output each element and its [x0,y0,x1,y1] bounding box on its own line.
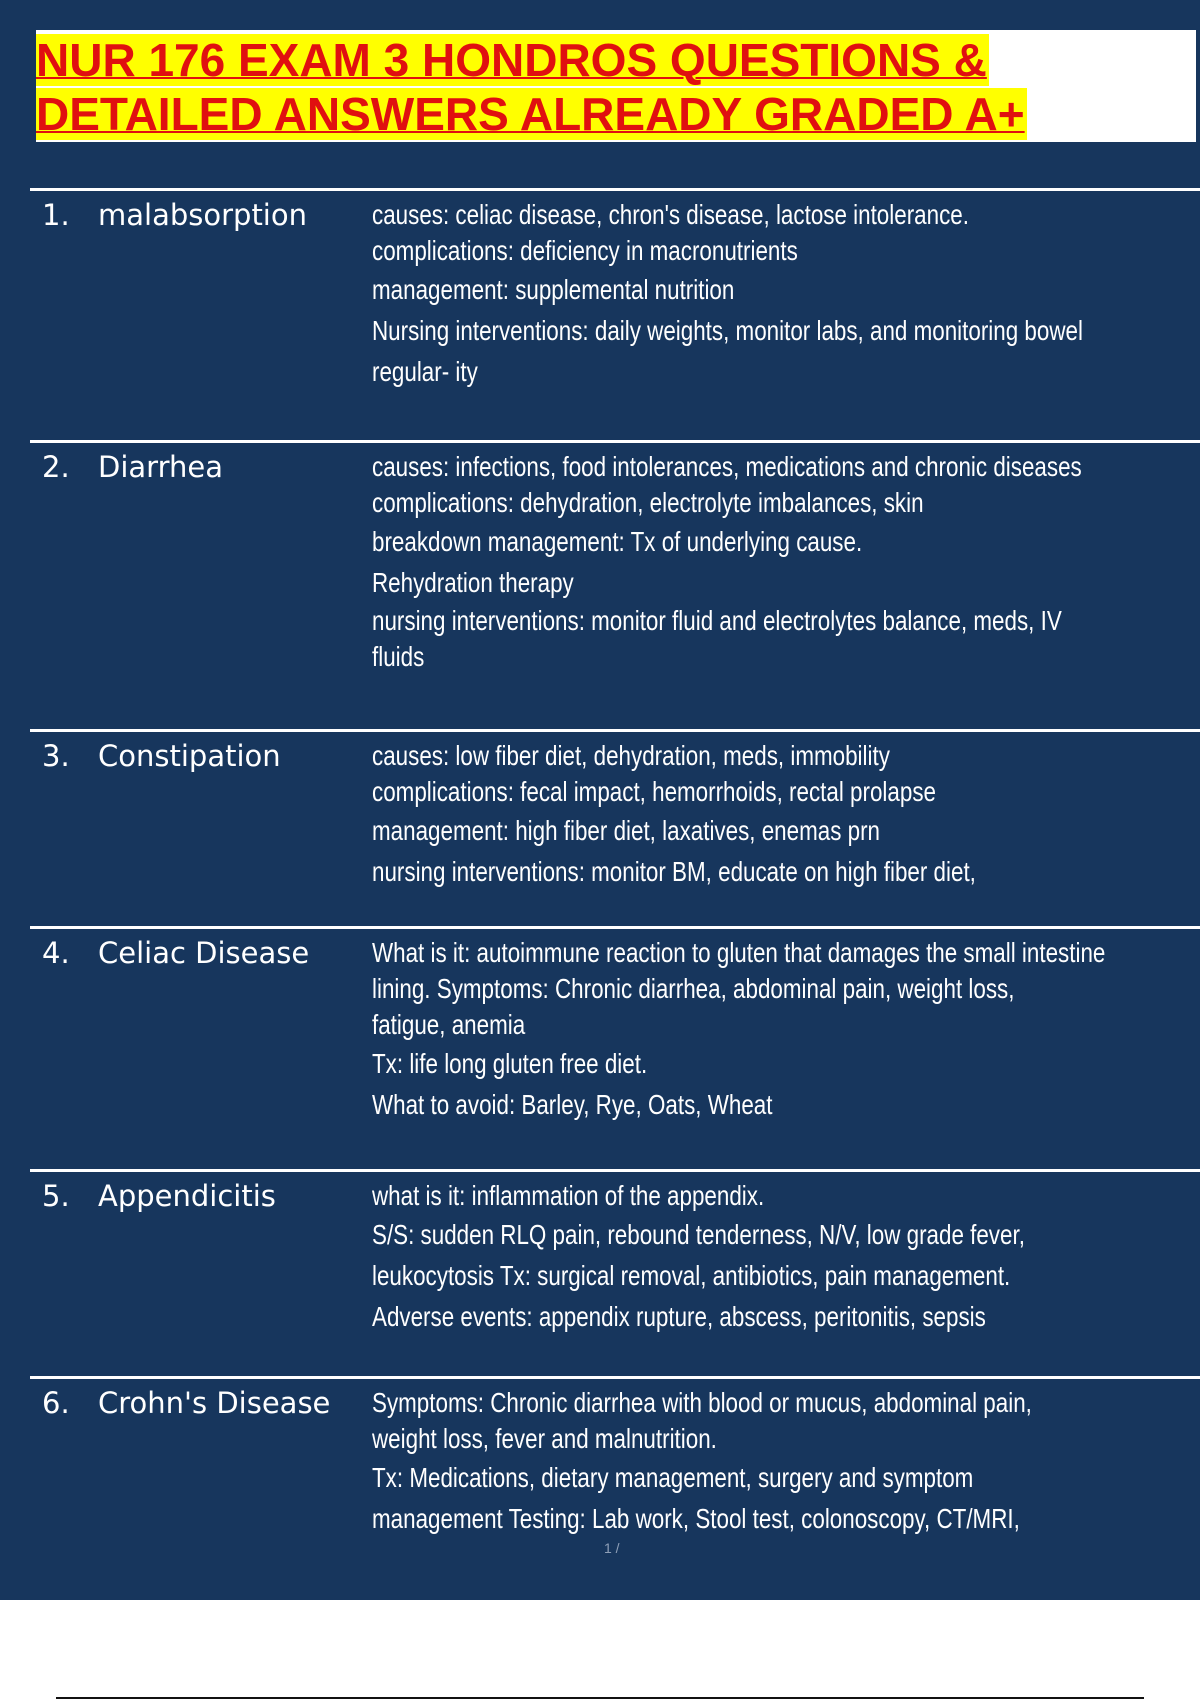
description-line: Adverse events: appendix rupture, abscess, peritonitis, sepsis [372,1301,986,1332]
description-line: causes: infections, food intolerances, medications and chronic diseases [372,451,1082,482]
row-description [372,1178,1198,1337]
description-line: S/S: sudden RLQ pain, rebound tenderness, N/V, low grade fever, [372,1219,1025,1250]
description-line: nursing interventions: monitor fluid and electrolytes balance, meds, IV [372,605,1062,636]
bottom-divider [56,1697,1144,1699]
row-number: 1. [42,198,70,232]
row-term: Crohn's Disease [98,1386,331,1420]
description-line: lining. Symptoms: Chronic diarrhea, abdominal pain, weight loss, [372,973,1015,1004]
row-number: 2. [42,450,70,484]
row-description [372,449,1198,675]
row-term: Constipation [98,739,281,773]
description-line: complications: deficiency in macronutrients [372,235,798,266]
page-number: 1 / [604,1540,620,1556]
description-line: Symptoms: Chronic diarrhea with blood or mucus, abdominal pain, [372,1387,1032,1418]
row-number: 4. [42,936,70,970]
row-term: Appendicitis [98,1179,276,1213]
description-line: Tx: Medications, dietary management, surgery and symptom [372,1462,974,1493]
table-row [30,440,1200,729]
description-line: nursing interventions: monitor BM, educate on high fiber diet, [372,856,976,887]
description-line: weight loss, fever and malnutrition. [372,1423,717,1454]
row-term: Celiac Disease [98,936,310,970]
row-description [372,1385,1198,1539]
row-description [372,738,1198,892]
row-term: Diarrhea [98,450,223,484]
description-line: Tx: life long gluten free diet. [372,1048,648,1079]
description-line: What is it: autoimmune reaction to gluten that damages the small intestine [372,937,1106,968]
description-line: what is it: inflammation of the appendix. [372,1180,765,1211]
description-line: breakdown management: Tx of underlying cause. [372,526,863,557]
row-description [372,197,1198,392]
description-line: complications: fecal impact, hemorrhoids, rectal prolapse [372,776,936,807]
description-line: What to avoid: Barley, Rye, Oats, Wheat [372,1089,773,1120]
description-line: leukocytosis Tx: surgical removal, antibiotics, pain management. [372,1260,1011,1291]
row-number: 3. [42,739,70,773]
description-line: causes: celiac disease, chron's disease, lactose intolerance. [372,199,969,230]
document-title-line-1: NUR 176 EXAM 3 HONDROS QUESTIONS & [36,34,987,86]
description-line: regular- ity [372,356,478,387]
description-line: management: supplemental nutrition [372,274,735,305]
row-description [372,935,1198,1125]
table-row [30,926,1200,1169]
description-line: management Testing: Lab work, Stool test, colonoscopy, CT/MRI, [372,1503,1020,1534]
title-box [36,30,1196,142]
description-line: complications: dehydration, electrolyte imbalances, skin [372,487,924,518]
description-line: fatigue, anemia [372,1009,526,1040]
row-number: 6. [42,1386,70,1420]
table-row [30,1376,1200,1596]
description-line: Rehydration therapy [372,567,574,598]
description-line: Nursing interventions: daily weights, monitor labs, and monitoring bowel [372,315,1083,346]
description-line: management: high fiber diet, laxatives, enemas prn [372,815,881,846]
description-line: fluids [372,641,425,672]
description-line: causes: low fiber diet, dehydration, meds, immobility [372,740,890,771]
row-term: malabsorption [98,198,307,232]
table-row [30,1169,1200,1376]
qa-table [30,188,1200,1596]
row-number: 5. [42,1179,70,1213]
table-row [30,188,1200,440]
document-title-line-2: DETAILED ANSWERS ALREADY GRADED A+ [36,88,1025,140]
table-row [30,729,1200,926]
